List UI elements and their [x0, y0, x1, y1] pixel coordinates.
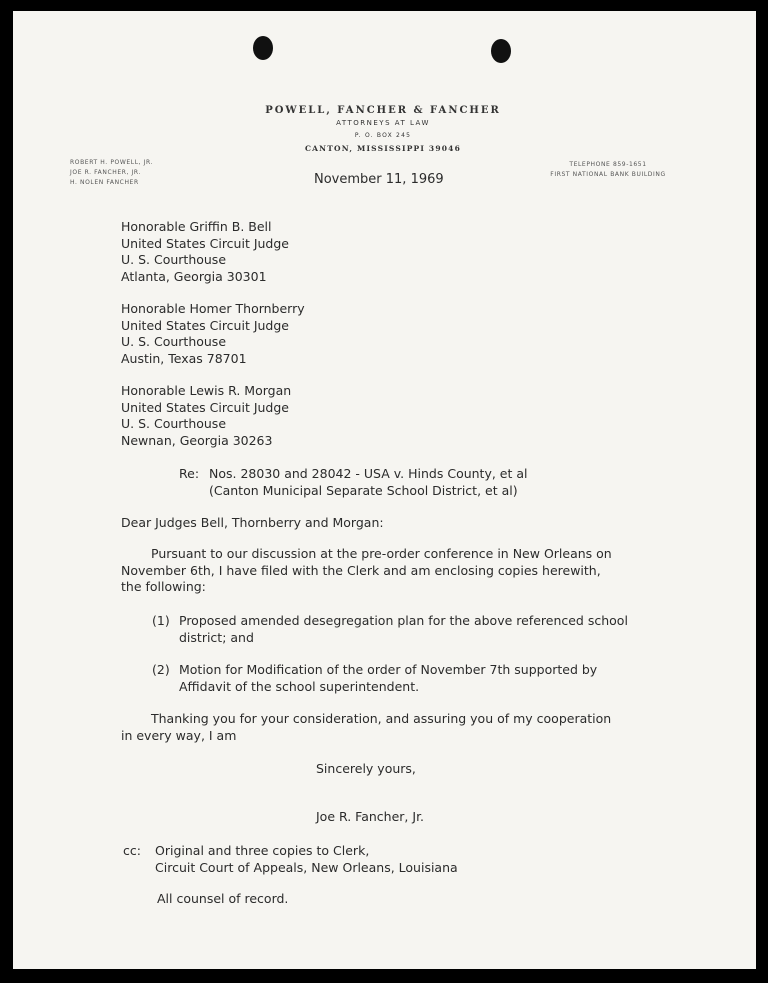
recipient-line: United States Circuit Judge	[121, 235, 289, 251]
body-line: Motion for Modification of the order of November 7th supported by	[179, 662, 598, 677]
recipient-line: United States Circuit Judge	[121, 399, 289, 415]
cc-lines	[155, 843, 458, 876]
recipient-thornberry	[121, 301, 305, 367]
recipient-line: U. S. Courthouse	[121, 334, 227, 349]
cc-label: cc:	[123, 843, 141, 858]
re-line-1: Nos. 28030 and 28042 - USA v. Hinds County, et al	[209, 466, 528, 481]
address-building: FIRST NATIONAL BANK BUILDING	[550, 171, 666, 178]
letterhead-tagline: ATTORNEYS AT LAW	[336, 119, 430, 127]
cc-extra: All counsel of record.	[157, 891, 289, 906]
cc-line: Original and three copies to Clerk,	[155, 843, 370, 858]
partner-1: ROBERT H. POWELL, JR.	[70, 159, 154, 166]
body-line: Thanking you for your consideration, and assuring you of my cooperation	[151, 711, 612, 726]
telephone: TELEPHONE 859-1651	[569, 161, 647, 168]
re-subject	[209, 466, 528, 499]
punch-hole-left	[253, 36, 273, 60]
letterhead-city: CANTON, MISSISSIPPI 39046	[304, 144, 461, 153]
body-line: Affidavit of the school superintendent.	[179, 678, 420, 694]
partner-2: JOE R. FANCHER, JR.	[70, 169, 141, 176]
item-2-text	[179, 662, 597, 695]
re-line-2: (Canton Municipal Separate School District, et al)	[209, 482, 518, 498]
recipient-morgan	[121, 383, 291, 449]
recipient-line: Honorable Homer Thornberry	[121, 301, 305, 316]
body-line: Proposed amended desegregation plan for the above referenced school	[179, 613, 628, 628]
item-2-number: (2)	[152, 662, 170, 677]
recipient-line: United States Circuit Judge	[121, 317, 289, 333]
recipient-line: Austin, Texas 78701	[121, 350, 247, 366]
re-label: Re:	[179, 466, 200, 481]
body-line: in every way, I am	[121, 727, 237, 743]
partners-list	[70, 158, 153, 188]
signer-name: Joe R. Fancher, Jr.	[316, 809, 425, 824]
item-1-text	[179, 613, 628, 646]
cc-line: Circuit Court of Appeals, New Orleans, Louisiana	[155, 859, 458, 875]
recipient-line: U. S. Courthouse	[121, 416, 227, 431]
letterhead-firm: POWELL, FANCHER & FANCHER	[265, 105, 501, 116]
recipient-line: Newnan, Georgia 30263	[121, 432, 273, 448]
letter-page	[13, 11, 756, 969]
letter-date: November 11, 1969	[314, 172, 444, 187]
salutation: Dear Judges Bell, Thornberry and Morgan:	[121, 515, 384, 530]
item-1-number: (1)	[152, 613, 170, 628]
recipient-bell	[121, 219, 289, 285]
punch-hole-right	[491, 39, 511, 63]
body-line: district; and	[179, 629, 254, 645]
letterhead-pobox: P. O. BOX 245	[354, 132, 412, 139]
partner-3: H. NOLEN FANCHER	[70, 179, 139, 186]
recipient-line: Honorable Griffin B. Bell	[121, 219, 272, 234]
recipient-line: U. S. Courthouse	[121, 252, 227, 267]
body-line: Pursuant to our discussion at the pre-order conference in New Orleans on	[151, 546, 612, 561]
body-line: the following:	[121, 579, 206, 594]
intro-paragraph	[121, 546, 612, 596]
closing-paragraph	[121, 711, 611, 744]
recipient-line: Honorable Lewis R. Morgan	[121, 383, 292, 398]
signoff: Sincerely yours,	[316, 761, 416, 776]
contact-info	[533, 160, 683, 180]
recipient-line: Atlanta, Georgia 30301	[121, 268, 267, 284]
body-line: November 6th, I have filed with the Clerk and am enclosing copies herewith,	[121, 562, 601, 578]
